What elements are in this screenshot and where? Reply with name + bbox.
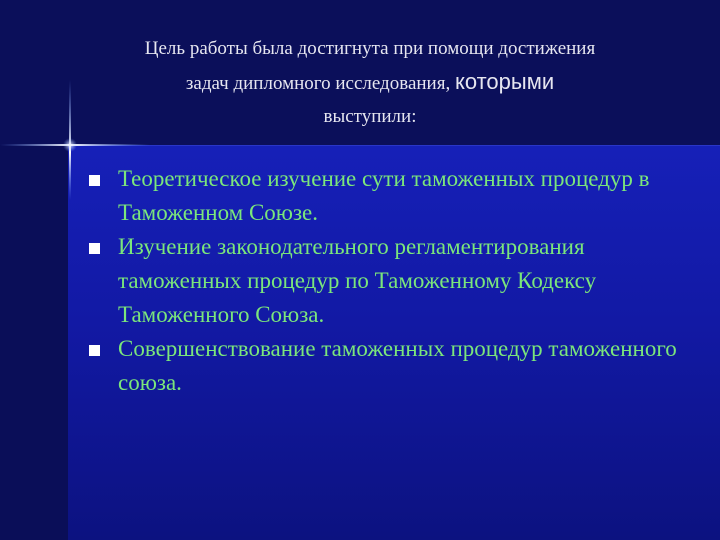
title-line-2-word: которыми [454, 69, 555, 94]
slide-title [80, 32, 660, 133]
square-bullet-icon [89, 175, 100, 186]
list-item [86, 162, 706, 230]
panel-divider [68, 145, 720, 146]
title-line-2 [80, 65, 660, 100]
left-band [0, 145, 68, 540]
list-item-text: Совершенствование таможенных процедур таможенного союза. [118, 336, 677, 395]
list-item [86, 332, 706, 400]
list-item-text: Изучение законодательного регламентирования таможенных процедур по Таможенному Кодексу Таможенного Союза. [118, 234, 597, 327]
task-list [86, 162, 706, 400]
list-item-text: Теоретическое изучение сути таможенных процедур в Таможенном Союзе. [118, 166, 650, 225]
square-bullet-icon [89, 345, 100, 356]
title-line-1: Цель работы была достигнута при помощи достижения [144, 38, 596, 59]
title-line-3: выступили: [323, 106, 417, 127]
square-bullet-icon [89, 243, 100, 254]
list-item [86, 230, 706, 332]
title-line-2-text: задач дипломного исследования, [185, 73, 451, 94]
